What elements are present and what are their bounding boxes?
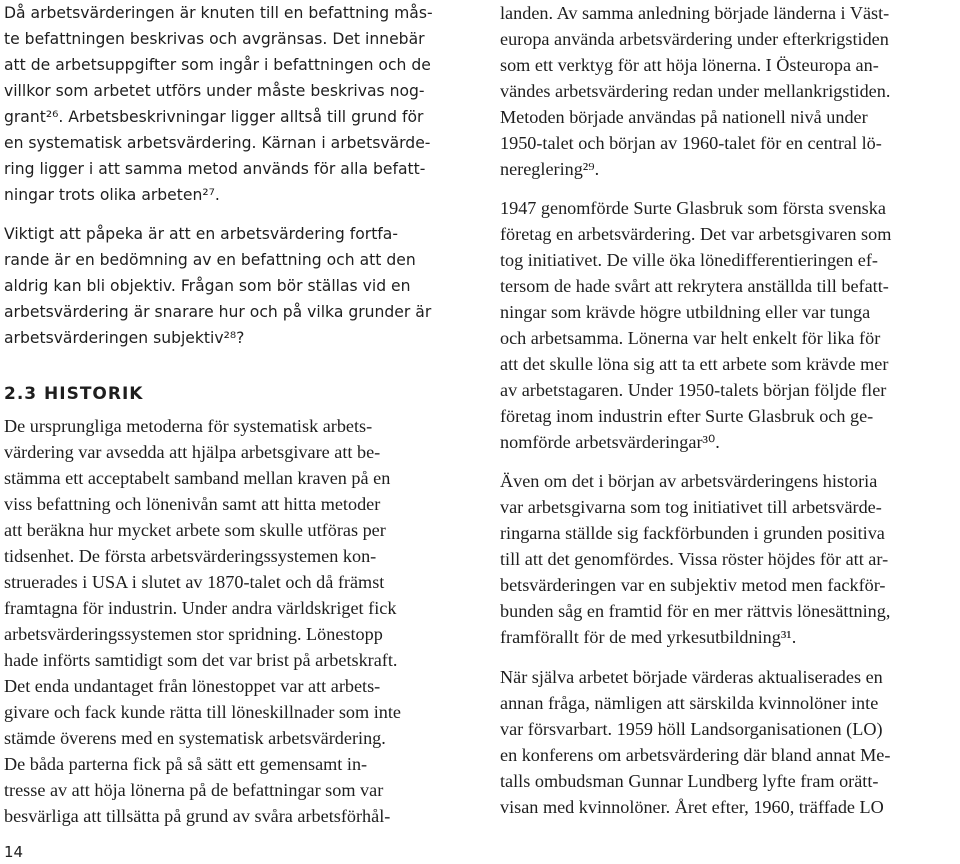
text-line: struerades i USA i slutet av 1870-talet och då främst bbox=[4, 572, 385, 592]
text-line: tidsenhet. De första arbetsvärderingssystemen kon- bbox=[4, 546, 377, 566]
text-line: Viktigt att påpeka är att en arbetsvärdering fortfa- bbox=[4, 225, 398, 243]
text-line: ningar som krävde högre utbildning eller var tunga bbox=[500, 302, 871, 322]
text-line: värdering var avsedda att hjälpa arbetsgivare att be- bbox=[4, 442, 381, 462]
text-line: framförallt för de med yrkesutbildning³¹. bbox=[500, 627, 797, 647]
text-line: Metoden började användas på nationell nivå under bbox=[500, 107, 868, 127]
text-line: visan med kvinnolöner. Året efter, 1960, träffade LO bbox=[500, 797, 884, 817]
text-line: nomförde arbetsvärderingar³⁰. bbox=[500, 432, 720, 452]
text-line: tersom de hade svårt att rekrytera anställda till befatt- bbox=[500, 276, 889, 296]
text-line: 1947 genomförde Surte Glasbruk som första svenska bbox=[500, 198, 886, 218]
text-line: annan fråga, nämligen att särskilda kvinnolöner inte bbox=[500, 693, 879, 713]
text-line: hade införts samtidigt som det var brist på arbetskraft. bbox=[4, 650, 398, 670]
text-line: nereglering²⁹. bbox=[500, 159, 600, 179]
text-line: te befattningen beskrivas och avgränsas. Det innebär bbox=[4, 30, 425, 48]
text-line: rande är en bedömning av en befattning och att den bbox=[4, 251, 416, 269]
text-line: grant²⁶. Arbetsbeskrivningar ligger alltså till grund för bbox=[4, 108, 424, 126]
text-line: och arbetsamma. Lönerna var helt enkelt för lika för bbox=[500, 328, 881, 348]
text-line: bunden såg en framtid för en mer rättvis lönesättning, bbox=[500, 601, 891, 621]
text-line: aldrig kan bli objektiv. Frågan som bör ställas vid en bbox=[4, 277, 411, 295]
text-line: Då arbetsvärderingen är knuten till en befattning mås- bbox=[4, 4, 433, 22]
text-line: att beräkna hur mycket arbete som skulle utföras per bbox=[4, 520, 386, 540]
text-line: arbetsvärdering är snarare hur och på vilka grunder är bbox=[4, 303, 432, 321]
text-line: var arbetsgivarna som tog initiativet till arbetsvärde- bbox=[500, 497, 882, 517]
text-line: att de arbetsuppgifter som ingår i befattningen och de bbox=[4, 56, 431, 74]
text-line: tresse av att höja lönerna på de befattningar som var bbox=[4, 780, 384, 800]
text-line: företag en arbetsvärdering. Det var arbetsgivaren som bbox=[500, 224, 892, 244]
text-line: företag inom industrin efter Surte Glasbruk och ge- bbox=[500, 406, 874, 426]
text-line: tog initiativet. De ville öka lönedifferentieringen ef- bbox=[500, 250, 878, 270]
text-line: villkor som arbetet utförs under måste beskrivas nog- bbox=[4, 82, 425, 100]
text-line: europa använda arbetsvärdering under efterkrigstiden bbox=[500, 29, 889, 49]
text-line: betsvärderingen var en subjektiv metod men fackför- bbox=[500, 575, 886, 595]
text-line: De båda parterna fick på så sätt ett gemensamt in- bbox=[4, 754, 368, 774]
text-line: ningar trots olika arbeten²⁷. bbox=[4, 186, 220, 204]
text-line: 1950-talet och början av 1960-talet för en central lö- bbox=[500, 133, 882, 153]
text-line: viss befattning och lönenivån samt att hitta metoder bbox=[4, 494, 381, 514]
text-line: talls ombudsman Gunnar Lundberg lyfte fram orätt- bbox=[500, 771, 879, 791]
text-line: som ett verktyg för att höja lönerna. I Östeuropa an- bbox=[500, 55, 879, 75]
text-line: ring ligger i att samma metod används för alla befatt- bbox=[4, 160, 426, 178]
text-line: en konferens om arbetsvärdering där bland annat Me- bbox=[500, 745, 891, 765]
text-line: När själva arbetet började värderas aktualiserades en bbox=[500, 667, 883, 687]
text-line: var försvarbart. 1959 höll Landsorganisationen (LO) bbox=[500, 719, 883, 739]
text-line: Även om det i början av arbetsvärderingens historia bbox=[500, 471, 878, 491]
section-heading: 2.3 HISTORIK bbox=[4, 384, 144, 404]
text-line: landen. Av samma anledning började länderna i Väst- bbox=[500, 3, 890, 23]
text-line: framtagna för industrin. Under andra världskriget fick bbox=[4, 598, 397, 618]
text-line: Det enda undantaget från lönestoppet var att arbets- bbox=[4, 676, 381, 696]
text-line: givare och fack kunde rätta till löneskillnader som inte bbox=[4, 702, 401, 722]
text-line: av arbetstagaren. Under 1950-talets början följde fler bbox=[500, 380, 887, 400]
text-line: stämde överens med en systematisk arbetsvärdering. bbox=[4, 728, 386, 748]
text-line: en systematisk arbetsvärdering. Kärnan i arbetsvärde- bbox=[4, 134, 431, 152]
text-line: att det skulle löna sig att ta ett arbete som krävde mer bbox=[500, 354, 889, 374]
text-line: De ursprungliga metoderna för systematisk arbets- bbox=[4, 416, 373, 436]
text-line: ringarna ställde sig fackförbunden i grunden positiva bbox=[500, 523, 885, 543]
text-line: besvärliga att tillsätta på grund av svåra arbetsförhål- bbox=[4, 806, 391, 826]
page-number: 14 bbox=[4, 843, 24, 861]
text-line: till att det genomfördes. Vissa röster höjdes för att ar- bbox=[500, 549, 889, 569]
text-line: stämma ett acceptabelt samband mellan kraven på en bbox=[4, 468, 391, 488]
text-line: arbetsvärderingssystemen stor spridning. Lönestopp bbox=[4, 624, 383, 644]
text-line: arbetsvärderingen subjektiv²⁸? bbox=[4, 329, 245, 347]
text-line: vändes arbetsvärdering redan under mellankrigstiden. bbox=[500, 81, 891, 101]
